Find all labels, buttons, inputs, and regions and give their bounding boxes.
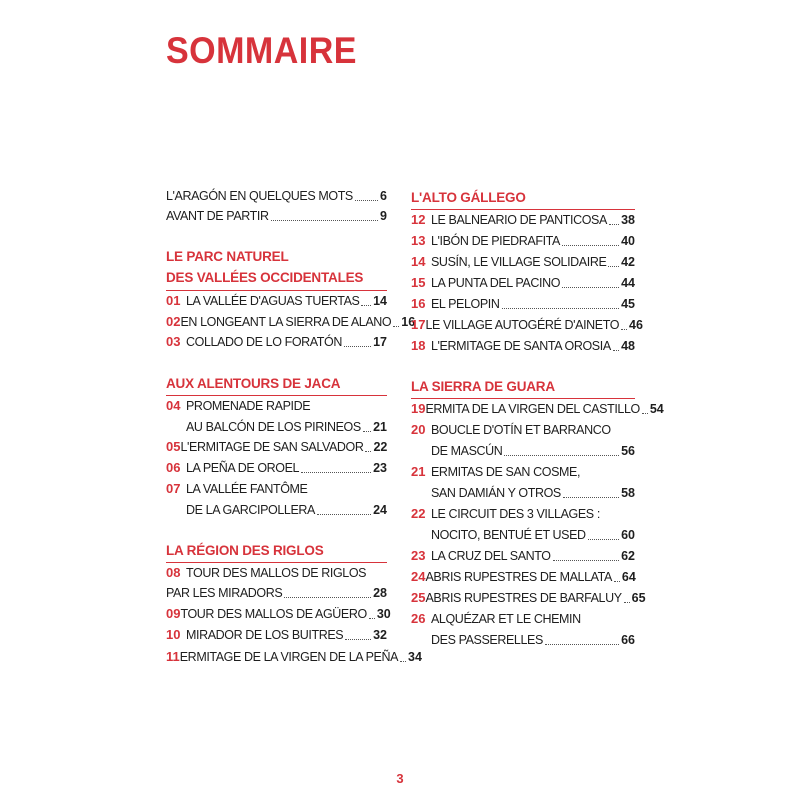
page-number: 3 bbox=[396, 771, 404, 786]
toc-entry[interactable] bbox=[166, 605, 391, 623]
toc-entry-number: 15 bbox=[411, 275, 426, 290]
toc-entry-number: 14 bbox=[411, 254, 426, 269]
toc-entry-title: LE CIRCUIT DES 3 VILLAGES : bbox=[431, 507, 600, 521]
toc-entry-page: 6 bbox=[380, 189, 387, 203]
page-title: SOMMAIRE bbox=[166, 30, 357, 71]
toc-entry[interactable] bbox=[411, 337, 635, 355]
dot-leader bbox=[562, 244, 619, 246]
toc-entry[interactable] bbox=[166, 418, 387, 436]
toc-entry[interactable] bbox=[411, 274, 635, 292]
toc-entry[interactable] bbox=[411, 505, 635, 523]
toc-entry-number: 23 bbox=[411, 548, 426, 563]
dot-leader bbox=[642, 412, 648, 414]
dot-leader bbox=[562, 286, 619, 288]
toc-entry[interactable] bbox=[411, 631, 635, 649]
toc-entry-page: 23 bbox=[373, 461, 387, 475]
dot-leader bbox=[301, 471, 371, 473]
section-divider bbox=[411, 209, 635, 210]
toc-entry-page: 34 bbox=[408, 650, 422, 664]
toc-entry-page: 62 bbox=[621, 549, 635, 563]
toc-entry-title: ERMITA DE LA VIRGEN DEL CASTILLO bbox=[425, 402, 640, 416]
toc-entry-page: 32 bbox=[373, 628, 387, 642]
toc-entry-number: 21 bbox=[411, 464, 426, 479]
toc-entry-title: PAR LES MIRADORS bbox=[166, 586, 283, 600]
toc-entry-number: 07 bbox=[166, 481, 181, 496]
toc-entry-title: L'ERMITAGE DE SAN SALVADOR bbox=[180, 440, 364, 454]
toc-entry-title: PROMENADE RAPIDE bbox=[186, 399, 311, 413]
toc-entry-title: LA PEÑA DE OROEL bbox=[186, 461, 300, 475]
section-heading: L'ALTO GÁLLEGO bbox=[411, 190, 526, 205]
dot-leader bbox=[369, 617, 375, 619]
toc-entry-title: L'ARAGÓN EN QUELQUES MOTS bbox=[166, 189, 353, 203]
dot-leader bbox=[284, 596, 371, 598]
toc-entry-page: 9 bbox=[380, 209, 387, 223]
dot-leader bbox=[365, 450, 371, 452]
toc-entry-number: 11 bbox=[166, 649, 180, 664]
toc-entry[interactable] bbox=[166, 333, 387, 351]
section-heading: DES VALLÉES OCCIDENTALES bbox=[166, 270, 364, 285]
toc-entry-title: MIRADOR DE LOS BUITRES bbox=[186, 628, 344, 642]
dot-leader bbox=[563, 496, 619, 498]
toc-entry-number: 09 bbox=[166, 606, 181, 621]
toc-entry-page: 64 bbox=[621, 570, 636, 584]
toc-entry-number: 20 bbox=[411, 422, 426, 437]
toc-entry-title: NOCITO, BENTUÉ ET USED bbox=[431, 528, 586, 542]
toc-entry-page: 38 bbox=[621, 213, 635, 227]
toc-entry-title: ABRIS RUPESTRES DE MALLATA bbox=[425, 570, 612, 584]
toc-entry[interactable] bbox=[411, 526, 635, 544]
section-heading: AUX ALENTOURS DE JACA bbox=[166, 376, 341, 391]
toc-entry-number: 26 bbox=[411, 611, 426, 626]
toc-entry[interactable] bbox=[166, 459, 387, 477]
toc-entry-number: 18 bbox=[411, 338, 426, 353]
toc-entry-title: EL PELOPIN bbox=[431, 297, 500, 311]
toc-entry-page: 54 bbox=[649, 402, 664, 416]
toc-entry[interactable] bbox=[411, 316, 643, 334]
dot-leader bbox=[504, 454, 619, 456]
toc-entry-title: L'ERMITAGE DE SANTA OROSIA bbox=[431, 339, 611, 353]
toc-entry[interactable] bbox=[166, 501, 387, 519]
dot-leader bbox=[400, 660, 406, 662]
toc-entry[interactable] bbox=[411, 400, 664, 418]
toc-entry[interactable] bbox=[166, 313, 416, 331]
toc-entry-number: 13 bbox=[411, 233, 426, 248]
toc-entry-number: 17 bbox=[411, 317, 426, 332]
toc-entry-title: ALQUÉZAR ET LE CHEMIN bbox=[431, 612, 581, 626]
toc-entry-title: LA VALLÉE D'AGUAS TUERTAS bbox=[186, 294, 360, 308]
dot-leader bbox=[624, 601, 630, 603]
dot-leader bbox=[393, 325, 399, 327]
toc-entry-page: 44 bbox=[621, 276, 635, 290]
toc-entry-page: 46 bbox=[629, 318, 643, 332]
toc-entry-page: 58 bbox=[621, 486, 635, 500]
toc-entry[interactable] bbox=[411, 568, 635, 586]
dot-leader bbox=[553, 559, 619, 561]
toc-entry[interactable] bbox=[411, 610, 635, 628]
toc-entry-title: LE BALNEARIO DE PANTICOSA bbox=[431, 213, 607, 227]
section-divider bbox=[166, 290, 387, 291]
toc-entry-number: 06 bbox=[166, 460, 181, 475]
toc-entry-title: SAN DAMIÁN Y OTROS bbox=[431, 486, 561, 500]
toc-entry[interactable] bbox=[411, 589, 646, 607]
dot-leader bbox=[609, 223, 619, 225]
dot-leader bbox=[271, 219, 378, 221]
toc-entry-title: ABRIS RUPESTRES DE BARFALUY bbox=[425, 591, 622, 605]
dot-leader bbox=[613, 349, 619, 351]
toc-entry[interactable] bbox=[166, 480, 387, 498]
section-divider bbox=[411, 398, 635, 399]
toc-entry-number: 10 bbox=[166, 627, 181, 642]
toc-entry-title: TOUR DES MALLOS DE RIGLOS bbox=[186, 566, 367, 580]
toc-entry[interactable] bbox=[166, 584, 387, 602]
toc-entry-number: 22 bbox=[411, 506, 426, 521]
toc-entry[interactable] bbox=[411, 211, 635, 229]
section-divider bbox=[166, 562, 387, 563]
toc-entry-number: 25 bbox=[411, 590, 426, 605]
toc-entry-title: LA CRUZ DEL SANTO bbox=[431, 549, 551, 563]
toc-entry-page: 40 bbox=[621, 234, 635, 248]
toc-entry[interactable] bbox=[166, 207, 387, 225]
dot-leader bbox=[344, 345, 371, 347]
toc-entry[interactable] bbox=[411, 463, 635, 481]
toc-entry-title: COLLADO DE LO FORATÓN bbox=[186, 335, 342, 349]
toc-entry[interactable] bbox=[411, 547, 635, 565]
toc-entry-title: BOUCLE D'OTÍN ET BARRANCO bbox=[431, 423, 611, 437]
toc-entry-page: 14 bbox=[373, 294, 387, 308]
toc-entry-page: 17 bbox=[373, 335, 387, 349]
toc-entry[interactable] bbox=[411, 421, 635, 439]
toc-entry-number: 03 bbox=[166, 334, 181, 349]
toc-entry-number: 12 bbox=[411, 212, 426, 227]
toc-entry-number: 02 bbox=[166, 314, 181, 329]
toc-entry-title: DE MASCÚN bbox=[431, 444, 503, 458]
toc-entry-page: 56 bbox=[621, 444, 635, 458]
toc-entry-page: 30 bbox=[376, 607, 391, 621]
toc-entry-page: 24 bbox=[373, 503, 387, 517]
section-heading: LA RÉGION DES RIGLOS bbox=[166, 543, 324, 558]
toc-entry-number: 05 bbox=[166, 439, 181, 454]
dot-leader bbox=[361, 304, 371, 306]
toc-entry-title: EN LONGEANT LA SIERRA DE ALANO bbox=[180, 315, 392, 329]
dot-leader bbox=[588, 538, 619, 540]
toc-entry[interactable] bbox=[166, 438, 387, 456]
toc-entry-title: AU BALCÓN DE LOS PIRINEOS bbox=[186, 420, 361, 434]
toc-entry-number: 16 bbox=[411, 296, 426, 311]
toc-entry-page: 60 bbox=[621, 528, 635, 542]
toc-entry-page: 65 bbox=[631, 591, 646, 605]
toc-entry-title: LA PUNTA DEL PACINO bbox=[431, 276, 561, 290]
toc-entry-number: 08 bbox=[166, 565, 181, 580]
toc-entry-number: 04 bbox=[166, 398, 181, 413]
toc-entry-page: 42 bbox=[621, 255, 635, 269]
dot-leader bbox=[355, 199, 378, 201]
toc-entry-title: DE LA GARCIPOLLERA bbox=[186, 503, 315, 517]
toc-entry[interactable] bbox=[166, 564, 387, 582]
toc-entry-title: TOUR DES MALLOS DE AGÜERO bbox=[180, 607, 367, 621]
toc-entry[interactable] bbox=[166, 648, 422, 666]
toc-entry[interactable] bbox=[411, 295, 635, 313]
toc-entry[interactable] bbox=[166, 292, 387, 310]
toc-entry-title: LE VILLAGE AUTOGÉRÉ D'AINETO bbox=[425, 318, 620, 332]
dot-leader bbox=[345, 638, 371, 640]
toc-entry-page: 21 bbox=[373, 420, 387, 434]
dot-leader bbox=[614, 580, 620, 582]
toc-entry-number: 24 bbox=[411, 569, 426, 584]
toc-entry-page: 48 bbox=[621, 339, 635, 353]
dot-leader bbox=[621, 328, 627, 330]
toc-entry[interactable] bbox=[411, 232, 635, 250]
toc-entry-page: 16 bbox=[401, 315, 416, 329]
section-divider bbox=[166, 395, 387, 396]
dot-leader bbox=[502, 307, 620, 309]
dot-leader bbox=[317, 513, 371, 515]
dot-leader bbox=[545, 643, 619, 645]
toc-entry-title: ERMITAGE DE LA VIRGEN DE LA PEÑA bbox=[179, 650, 399, 664]
toc-entry-page: 66 bbox=[621, 633, 635, 647]
toc-entry[interactable] bbox=[411, 484, 635, 502]
toc-entry-title: AVANT DE PARTIR bbox=[166, 209, 269, 223]
toc-entry-title: L'IBÓN DE PIEDRAFITA bbox=[431, 234, 560, 248]
toc-entry-title: SUSÍN, LE VILLAGE SOLIDAIRE bbox=[431, 255, 607, 269]
toc-entry[interactable] bbox=[166, 187, 387, 205]
toc-entry-title: DES PASSERELLES bbox=[431, 633, 543, 647]
toc-entry-title: ERMITAS DE SAN COSME, bbox=[431, 465, 581, 479]
section-heading: LA SIERRA DE GUARA bbox=[411, 379, 555, 394]
toc-entry[interactable] bbox=[166, 397, 387, 415]
toc-entry-number: 19 bbox=[411, 401, 426, 416]
toc-entry-number: 01 bbox=[166, 293, 181, 308]
toc-entry-page: 45 bbox=[621, 297, 635, 311]
section-heading: LE PARC NATUREL bbox=[166, 249, 289, 264]
toc-entry-page: 28 bbox=[373, 586, 387, 600]
toc-entry[interactable] bbox=[166, 626, 387, 644]
toc-entry-title: LA VALLÉE FANTÔME bbox=[186, 482, 308, 496]
dot-leader bbox=[363, 430, 371, 432]
toc-entry[interactable] bbox=[411, 253, 635, 271]
dot-leader bbox=[608, 265, 619, 267]
toc-entry-page: 22 bbox=[373, 440, 388, 454]
toc-entry[interactable] bbox=[411, 442, 635, 460]
